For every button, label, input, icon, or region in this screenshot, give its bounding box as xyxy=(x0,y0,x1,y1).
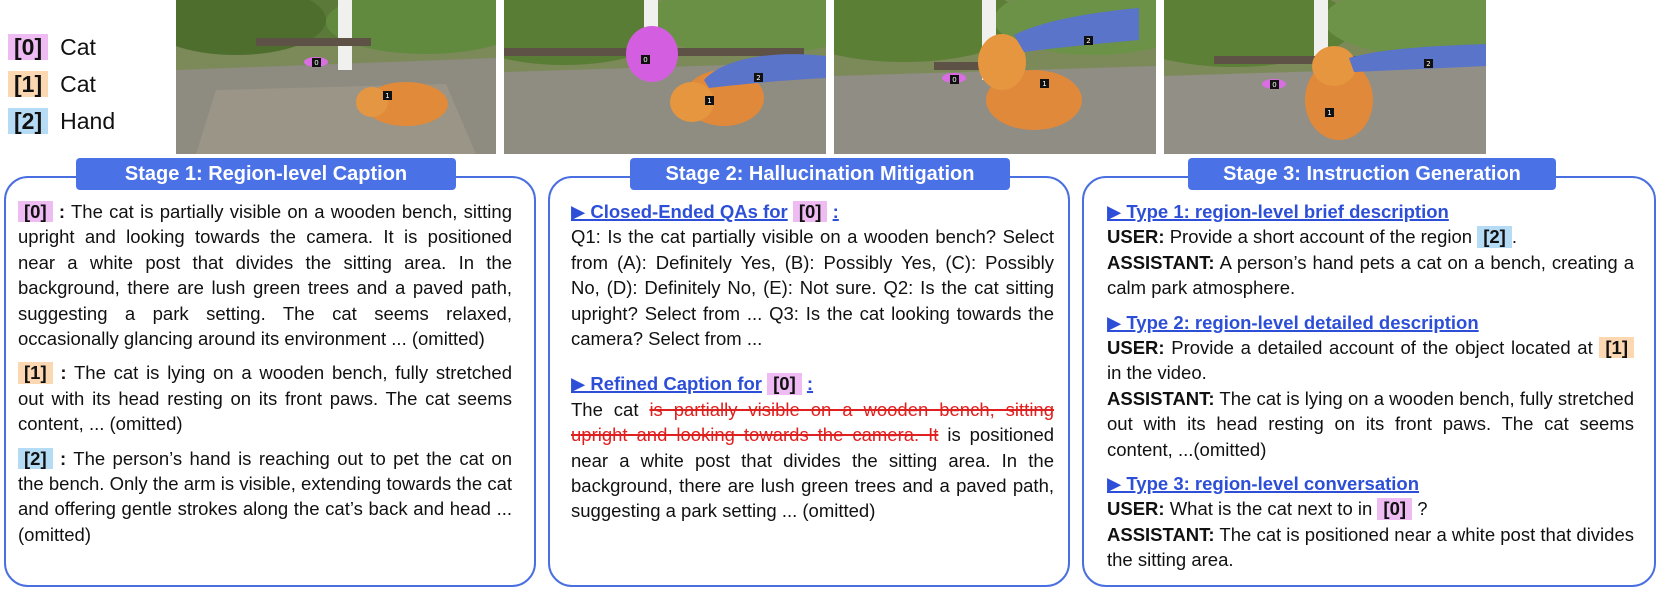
tag-colon: : xyxy=(60,362,67,384)
frame-marker: 1 xyxy=(1042,80,1047,88)
stage3-body xyxy=(1107,199,1634,582)
legend-item-0 xyxy=(8,30,168,64)
type2-section xyxy=(1107,310,1634,462)
type1-section xyxy=(1107,199,1634,301)
frame-marker: 2 xyxy=(1086,37,1091,45)
frame-marker: 0 xyxy=(314,59,319,67)
stage1-item-0 xyxy=(18,199,512,351)
legend xyxy=(8,30,168,141)
frame-marker: 2 xyxy=(1426,60,1431,68)
legend-item-2 xyxy=(8,104,168,138)
region-tag: [0] xyxy=(18,201,53,222)
tag-colon: : xyxy=(60,447,67,469)
video-frame-3 xyxy=(834,0,1156,154)
legend-item-1 xyxy=(8,67,168,101)
user-turn xyxy=(1107,498,1427,519)
stage1-item-1 xyxy=(18,360,512,436)
assistant-turn xyxy=(1107,386,1634,462)
refined-prefix: The cat xyxy=(571,398,639,420)
qa-text: Q1: Is the cat partially visible on a wooden bench? Select from (A): Definitely Yes, (B): Possibly Yes, (C): Possibly No, (D): Definitely No, (E): Not sure. Q2: Is the cat sitting upright? Select from ... Q3: Is the cat looking towards the camera? Select from ... xyxy=(571,226,1054,350)
video-frame-1 xyxy=(176,0,496,154)
region-tag: [0] xyxy=(1377,498,1412,519)
type3-heading: ▶ Type 3: region-level conversation xyxy=(1107,473,1420,495)
stage1-title: Stage 1: Region-level Caption xyxy=(76,158,456,190)
caption-text: The cat is lying on a wooden bench, fully stretched out with its head resting on its front paws. The cat seems content, ... (omitted) xyxy=(18,362,513,435)
stage3-title: Stage 3: Instruction Generation xyxy=(1188,158,1556,190)
user-text: Provide a short account of the region xyxy=(1169,226,1473,248)
region-tag: [0] xyxy=(793,201,828,222)
user-end: . xyxy=(1511,226,1517,248)
frame-marker: 0 xyxy=(643,56,648,64)
user-label: USER: xyxy=(1107,337,1165,359)
legend-label: Cat xyxy=(60,70,96,97)
stage1-item-2 xyxy=(18,446,512,548)
assistant-text: A person’s hand pets a cat on a bench, creating a calm park atmosphere. xyxy=(1107,251,1635,299)
stage2-body xyxy=(571,199,1054,524)
legend-tag: [0] xyxy=(8,34,48,60)
video-frame-4 xyxy=(1164,0,1486,154)
video-frame-2 xyxy=(504,0,826,154)
user-text: What is the cat next to in xyxy=(1169,498,1373,520)
stage1-body xyxy=(18,199,512,556)
user-text: Provide a detailed account of the object located at xyxy=(1171,337,1593,359)
stage2-title: Stage 2: Hallucination Mitigation xyxy=(630,158,1010,190)
assistant-text: The cat is lying on a wooden bench, fully stretched out with its head resting on its front paws. The cat seems content, ...(omitted) xyxy=(1107,387,1634,460)
frame-marker: 2 xyxy=(756,74,761,82)
frame-marker: 1 xyxy=(707,97,712,105)
region-tag: [1] xyxy=(18,362,53,383)
type1-heading: ▶ Type 1: region-level brief description xyxy=(1107,201,1449,222)
legend-tag: [2] xyxy=(8,108,48,134)
assistant-label: ASSISTANT: xyxy=(1107,387,1215,409)
refined-caption xyxy=(571,397,1054,524)
user-label: USER: xyxy=(1107,226,1165,248)
assistant-turn xyxy=(1107,522,1634,573)
frame-marker: 1 xyxy=(1327,109,1332,117)
assistant-label: ASSISTANT: xyxy=(1107,523,1215,545)
frame-marker: 1 xyxy=(385,92,390,100)
type3-section xyxy=(1107,471,1634,573)
region-tag: [0] xyxy=(767,373,802,394)
refined-rest: is positioned near a white post that divides the sitting area. In the background, there are lush green trees and a paved path, suggesting a park setting ... (omitted) xyxy=(571,424,1055,522)
user-end: ? xyxy=(1417,498,1428,520)
qa-heading: ▶ Closed-Ended QAs for xyxy=(571,201,788,222)
type2-heading: ▶ Type 2: region-level detailed description xyxy=(1107,311,1479,333)
assistant-text: The cat is positioned near a white post that divides the sitting area. xyxy=(1107,523,1634,571)
refined-heading: ▶ Refined Caption for xyxy=(571,373,762,395)
user-label: USER: xyxy=(1107,498,1165,520)
frame-marker: 0 xyxy=(1272,81,1277,89)
tag-colon: : xyxy=(58,201,66,222)
user-turn xyxy=(1107,337,1634,383)
legend-label: Cat xyxy=(60,33,96,60)
region-tag: [2] xyxy=(18,448,53,469)
caption-text: The cat is partially visible on a wooden bench, sitting upright and looking towards the camera. It is positioned near a white post that divides the sitting area. In the background, there are lush green trees and a paved path, suggesting a park setting. The cat seems relaxed, occasionally glancing around its environment ... (omitted) xyxy=(18,201,512,350)
video-frames xyxy=(176,0,1486,154)
user-turn xyxy=(1107,226,1517,247)
refined-section xyxy=(571,371,1054,523)
qa-section xyxy=(571,199,1054,351)
frame-marker: 0 xyxy=(952,76,957,84)
tag-colon: : xyxy=(832,201,839,222)
legend-tag: [1] xyxy=(8,71,48,97)
region-tag: [2] xyxy=(1477,226,1512,247)
region-tag: [1] xyxy=(1599,337,1634,358)
removed-hallucination: is partially visible on a wooden bench, sitting upright and looking towards the camera. It xyxy=(571,398,1055,446)
caption-text: The person’s hand is reaching out to pet the cat on the bench. Only the arm is visible, extending towards the cat and offering gentle strokes along the cat’s back and head ... (omitted) xyxy=(18,447,513,545)
assistant-label: ASSISTANT: xyxy=(1107,251,1215,273)
user-end: in the video. xyxy=(1107,362,1207,384)
assistant-turn xyxy=(1107,250,1634,301)
legend-label: Hand xyxy=(60,107,116,134)
tag-colon: : xyxy=(806,373,814,395)
